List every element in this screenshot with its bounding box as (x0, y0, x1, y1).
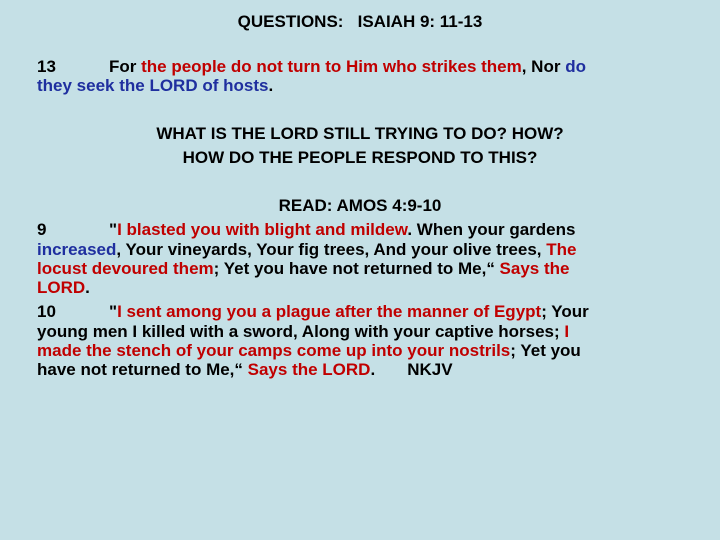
verse-text: young men I killed with a sword, Along with your captive horses; (37, 322, 565, 341)
verse-number: 9 (37, 220, 47, 239)
verse-text: " (109, 302, 118, 321)
verse-9-line-4 (37, 278, 90, 297)
verse-9-line-3 (37, 259, 569, 278)
verse-text: . (85, 278, 90, 297)
verse-text: I (564, 322, 570, 341)
verse-text: increased (37, 240, 117, 259)
read-heading: READ: AMOS 4:9-10 (278, 196, 442, 215)
verse-10-line-2 (37, 322, 569, 341)
verse-text: do (565, 57, 586, 76)
verse-9-line-1 (37, 220, 575, 239)
question-1: WHAT IS THE LORD STILL TRYING TO DO? HOW? (156, 124, 564, 143)
verse-text: Says the LORD (247, 360, 371, 379)
verse-text: , Nor (521, 57, 566, 76)
verse-text: For (109, 57, 142, 76)
verse-text: . When your gardens (407, 220, 576, 239)
verse-text: made the stench of your camps come up into your nostrils (37, 341, 511, 360)
verse-10-line-1 (37, 302, 589, 321)
verse-text: , Your vineyards, Your fig trees, And your olive trees, (116, 240, 547, 259)
verse-number: 10 (37, 302, 56, 321)
verse-10-line-4 (37, 360, 453, 379)
verse-text: have not returned to Me,“ (37, 360, 248, 379)
verse-text: they seek the (37, 76, 150, 95)
verse-text: LORD (149, 76, 198, 95)
verse-text: I blasted you with blight and mildew (117, 220, 408, 239)
verse-text: the people do not turn to Him who strikes them (141, 57, 522, 76)
verse-text: LORD (37, 278, 86, 297)
verse-text: " (109, 220, 118, 239)
verse-text: ; Your (541, 302, 589, 321)
verse-text: The (546, 240, 577, 259)
verse-text: I sent among you a plague after the manner of (117, 302, 494, 321)
version-label: NKJV (407, 360, 453, 379)
verse-text: ; Yet you have not returned to Me,“ (213, 259, 500, 278)
verse-10-line-3 (37, 341, 581, 360)
verse-text: Egypt (493, 302, 542, 321)
verse-13-line-2 (37, 76, 273, 95)
verse-text: . (268, 76, 274, 95)
verse-text: of hosts (197, 76, 269, 95)
question-2: HOW DO THE PEOPLE RESPOND TO THIS? (182, 148, 538, 167)
verse-13-line-1 (37, 57, 586, 76)
verse-text: locust devoured them (37, 259, 214, 278)
verse-text: . (370, 360, 376, 379)
verse-9-line-2 (37, 240, 576, 259)
page-title: QUESTIONS: ISAIAH 9: 11-13 (237, 12, 483, 31)
verse-text: ; Yet you (510, 341, 581, 360)
verse-number: 13 (37, 57, 56, 76)
verse-text: Says the (499, 259, 570, 278)
